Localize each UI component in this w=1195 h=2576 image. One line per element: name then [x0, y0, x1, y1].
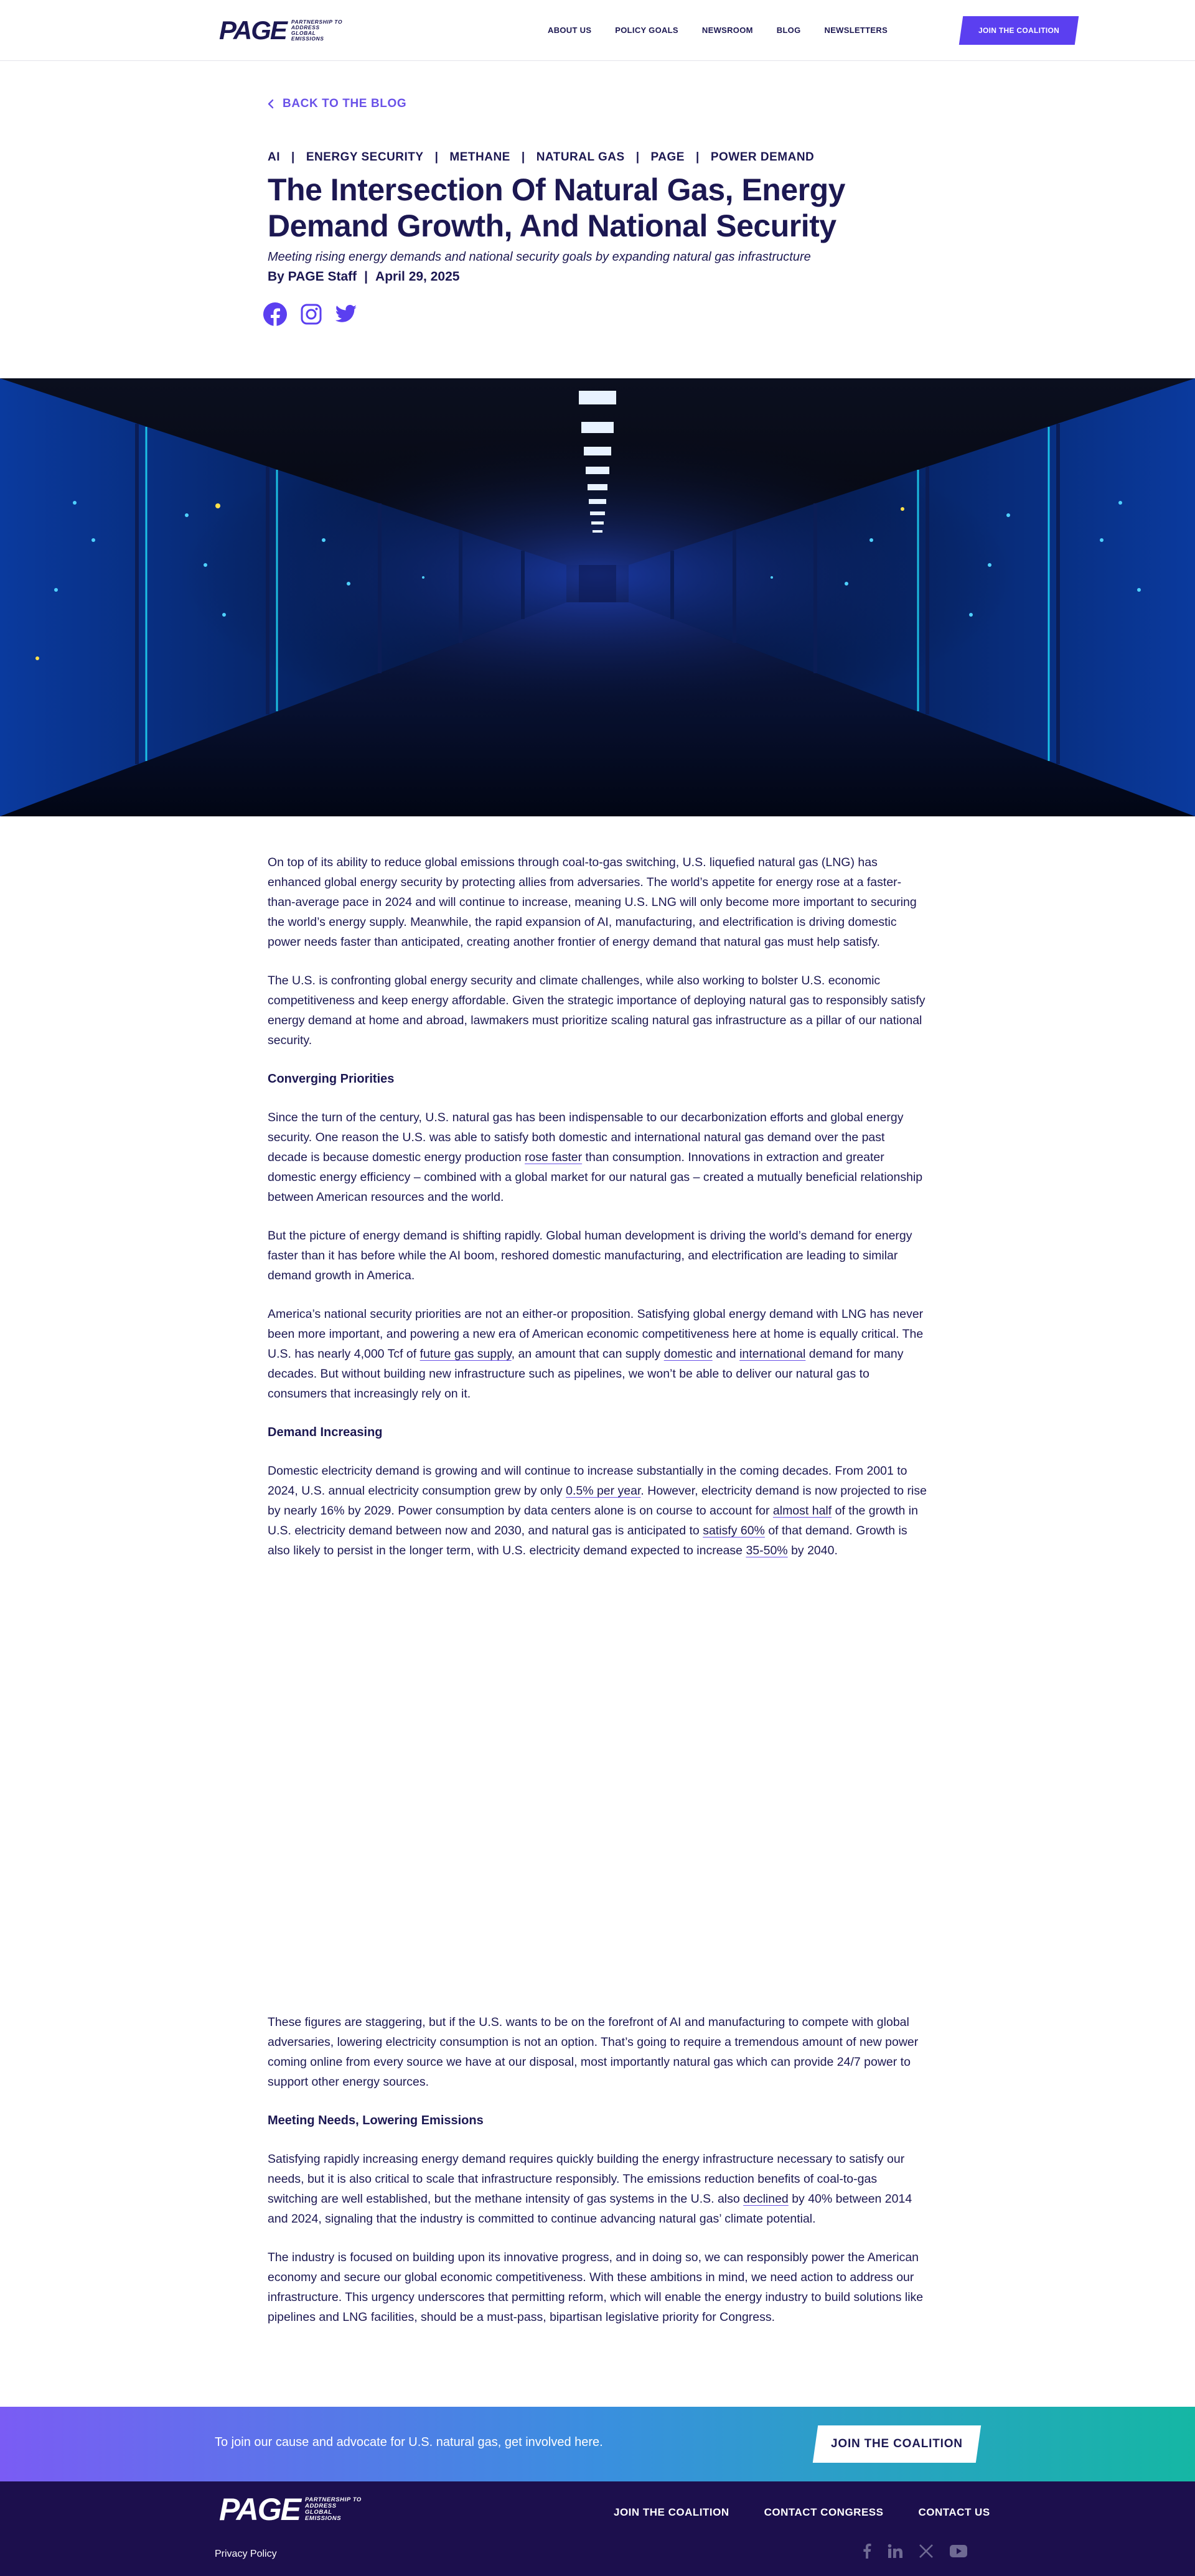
tag-page[interactable]: PAGE — [650, 151, 685, 164]
tag-power-demand[interactable]: POWER DEMAND — [710, 151, 815, 164]
paragraph: The industry is focused on building upon its innovative progress, and in doing so, we can responsibly power the American economy and secure our global economic competitiveness. With these ambitions in mind, we need action to address our infrastructure. This urgency underscores that permitting reform, which will enable the energy industry to build solutions like pipelines and LNG facilities, should be a must-pass, bipartisan legislative priority for Congress. — [268, 2251, 924, 2324]
chevron-left-icon — [268, 99, 274, 109]
nav-policy-goals[interactable]: POLICY GOALS — [615, 26, 678, 35]
nav-newsroom[interactable]: NEWSROOM — [701, 26, 753, 35]
paragraph: On top of its ability to reduce global emissions through coal-to-gas switching, U.S. liquefied natural gas (LNG) has enhanced global energy security by protecting allies from adversaries. The world’s appetite for energy rose at a faster-than-average pace in 2024 and will continue to increase, meaning U.S. LNG will only become more important to securing the world’s energy supply. Meanwhile, the rapid expansion of AI, manufacturing, and electrification is driving domestic power needs faster than anticipated, creating another frontier of energy demand that natural gas must help satisfy. — [268, 856, 917, 949]
cta-button-label: JOIN THE COALITION — [831, 2437, 963, 2450]
footer-logo-tagline: PARTNERSHIP TO ADDRESS GLOBAL EMISSIONS — [305, 2496, 362, 2522]
byline-separator: | — [364, 269, 368, 284]
section-heading: Meeting Needs, Lowering Emissions — [268, 2114, 484, 2127]
nav-about-us[interactable]: ABOUT US — [548, 26, 592, 35]
logo-wordmark: PAGE — [219, 16, 286, 45]
link-future-gas-supply[interactable]: future gas supply — [419, 1347, 512, 1361]
paragraph: But the picture of energy demand is shifting rapidly. Global human development is driving the world’s demand for energy faster than it has before while the AI boom, reshored domestic manufacturing, and electrification are leading to similar demand growth in America. — [268, 1229, 912, 1282]
link-international[interactable]: international — [739, 1347, 806, 1361]
link-satisfy-60[interactable]: satisfy 60% — [703, 1524, 765, 1538]
main-nav — [548, 16, 1077, 45]
nav-newsletters[interactable]: NEWSLETTERS — [824, 26, 888, 35]
link-rose-faster[interactable]: rose faster — [525, 1150, 583, 1164]
youtube-icon[interactable] — [950, 2545, 967, 2557]
privacy-policy-link[interactable]: Privacy Policy — [215, 2549, 277, 2559]
article-title: The Intersection Of Natural Gas, Energy Demand Growth, And National Security — [268, 172, 845, 243]
paragraph: These figures are staggering, but if the U.S. wants to be on the forefront of AI and manufacturing to compete with global adversaries, lowering electricity consumption is not an option. That’s going to require a tremendous amount of new power coming online from every source we have at our disposal, most importantly natural gas which can provide 24/7 power to support other energy sources. — [268, 2015, 919, 2089]
footer-links — [614, 2506, 990, 2519]
tag-separator: | — [291, 151, 295, 164]
cta-message: To join our cause and advocate for U.S. natural gas, get involved here. — [215, 2435, 603, 2449]
link-per-year[interactable]: 0.5% per year — [566, 1484, 641, 1498]
paragraph: Since the turn of the century, U.S. natural gas has been indispensable to our decarbonization efforts and global energy security. One reason the U.S. was able to satisfy both domestic and international natural gas demand over the past decade is because domestic energy production rose faster than consumption. Innovations in extraction and greater domestic energy efficiency – combined with a global market for our natural gas – created a mutually beneficial relationship between American resources and the world. — [268, 1111, 923, 1204]
site-header — [0, 0, 1195, 61]
paragraph: America’s national security priorities are not an either-or proposition. Satisfying global energy demand with LNG has never been more important, and powering a new era of American economic competitiveness here at home is equally critical. The U.S. has nearly 4,000 Tcf of future gas supply, an amount that can supply domestic and international demand for many decades. But without building new infrastructure such as pipelines, we won’t be able to deliver our natural gas to consumers that increasingly rely on it. — [268, 1307, 924, 1401]
page-logo[interactable] — [219, 17, 342, 44]
paragraph: The U.S. is confronting global energy security and climate challenges, while also working to bolster U.S. economic competitiveness and keep energy affordable. Given the strategic importance of deploying natural gas to responsibly satisfy energy demand at home and abroad, lawmakers must prioritize scaling natural gas infrastructure as a pillar of our national security. — [268, 974, 926, 1047]
cta-join-coalition-button[interactable] — [813, 2425, 981, 2463]
footer-social-icons — [863, 2544, 967, 2559]
join-coalition-label: JOIN THE COALITION — [978, 26, 1060, 35]
article-body-continued — [268, 2012, 927, 2346]
paragraph: Domestic electricity demand is growing and will continue to increase substantially in the coming decades. From 2001 to 2024, U.S. annual electricity consumption grew by only 0.5% per year. However, electricity demand is now projected to rise by nearly 16% by 2029. Power consumption by data centers alone is on course to account for almost half of the growth in U.S. electricity demand between now and 2030, and natural gas is anticipated to satisfy 60% of that demand. Growth is also likely to persist in the longer term, with U.S. electricity demand expected to increase 35-50% by 2040. — [268, 1464, 927, 1557]
back-to-blog-link[interactable] — [268, 97, 940, 111]
footer-contact-congress[interactable]: CONTACT CONGRESS — [764, 2506, 884, 2518]
paragraph: Satisfying rapidly increasing energy demand requires quickly building the energy infrastructure necessary to satisfy our needs, but it is also critical to scale that infrastructure responsibly. The emissions reduction benefits of coal-to-gas switching are well established, but the methane intensity of gas systems in the U.S. also declined by 40% between 2014 and 2024, signaling that the industry is committed to continue advancing natural gas’ climate potential. — [268, 2152, 912, 2226]
link-domestic[interactable]: domestic — [663, 1347, 713, 1361]
nav-blog[interactable]: BLOG — [776, 26, 801, 35]
section-heading: Converging Priorities — [268, 1072, 395, 1086]
twitter-icon[interactable] — [335, 305, 357, 324]
tag-separator: | — [695, 151, 700, 164]
tag-ai[interactable]: AI — [268, 151, 280, 164]
hero-image-data-center — [0, 378, 1195, 816]
publish-date: April 29, 2025 — [375, 269, 460, 284]
link-declined[interactable]: declined — [743, 2192, 789, 2206]
facebook-icon[interactable] — [263, 302, 288, 327]
link-35-50[interactable]: 35-50% — [746, 1544, 788, 1557]
section-heading: Demand Increasing — [268, 1426, 383, 1439]
article-body — [268, 852, 927, 1579]
cta-band — [0, 2407, 1195, 2481]
article-subtitle: Meeting rising energy demands and national security goals by expanding natural gas infrastructure — [268, 250, 811, 264]
article-header — [268, 97, 940, 327]
tag-separator: | — [434, 151, 439, 164]
tag-separator: | — [635, 151, 640, 164]
footer-logo-wordmark: PAGE — [219, 2492, 300, 2527]
join-coalition-button[interactable] — [959, 16, 1079, 45]
author: By PAGE Staff — [268, 269, 357, 284]
share-icons — [263, 302, 940, 327]
back-to-blog-label: BACK TO THE BLOG — [283, 97, 407, 110]
facebook-icon[interactable] — [863, 2544, 871, 2559]
footer-contact-us[interactable]: CONTACT US — [918, 2506, 990, 2518]
data-center-illustration — [0, 378, 1195, 816]
footer-logo[interactable] — [219, 2494, 362, 2525]
tag-methane[interactable]: METHANE — [449, 151, 510, 164]
byline — [268, 269, 940, 284]
x-icon[interactable] — [919, 2544, 934, 2559]
instagram-icon[interactable] — [300, 303, 322, 325]
tag-energy-security[interactable]: ENERGY SECURITY — [306, 151, 424, 164]
tag-separator: | — [521, 151, 525, 164]
tag-list — [268, 151, 940, 164]
link-almost-half[interactable]: almost half — [772, 1504, 832, 1518]
tag-natural-gas[interactable]: NATURAL GAS — [536, 151, 625, 164]
logo-tagline: PARTNERSHIP TO ADDRESS GLOBAL EMISSIONS — [291, 19, 343, 42]
footer-join-coalition[interactable]: JOIN THE COALITION — [614, 2506, 729, 2518]
linkedin-icon[interactable] — [888, 2544, 902, 2559]
site-footer — [0, 2481, 1195, 2576]
